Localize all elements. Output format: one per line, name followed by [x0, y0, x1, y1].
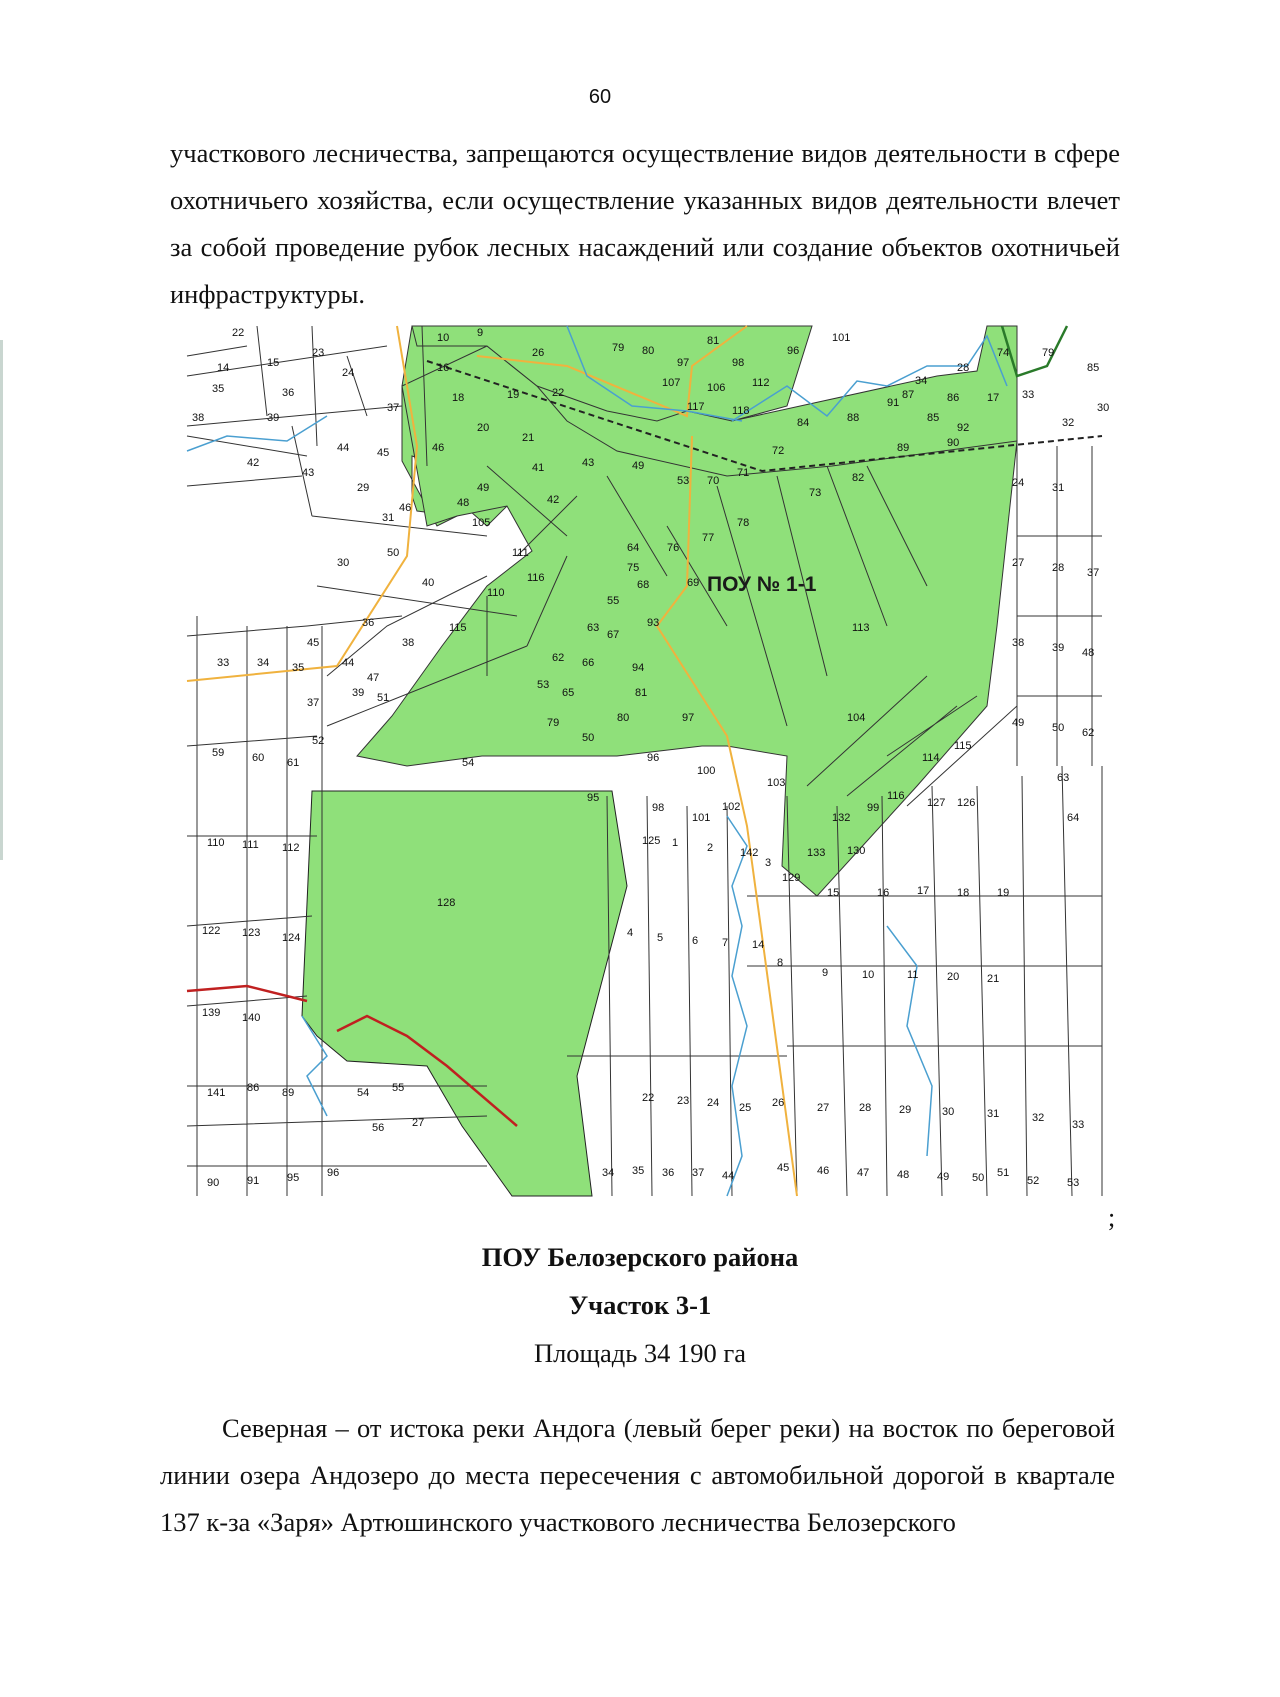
- q-label: 24: [1012, 477, 1025, 489]
- q-label: 25: [739, 1102, 752, 1114]
- q-label: 71: [737, 467, 750, 479]
- q-label: 26: [772, 1097, 785, 1109]
- q-label: 64: [1067, 812, 1080, 824]
- q-label: 132: [832, 812, 851, 824]
- q-label: 53: [677, 475, 690, 487]
- q-label: 15: [827, 887, 840, 899]
- q-label: 20: [477, 422, 490, 434]
- paragraph-top: [170, 130, 1120, 318]
- q-label: 66: [582, 657, 595, 669]
- q-label: 6: [692, 935, 699, 947]
- q-label: 27: [817, 1102, 830, 1114]
- q-label: 90: [947, 437, 960, 449]
- q-label: 107: [662, 377, 681, 389]
- q-label: 49: [1012, 717, 1025, 729]
- q-label: 70: [707, 475, 720, 487]
- q-label: 63: [587, 622, 600, 634]
- q-label: 45: [307, 637, 320, 649]
- map-label: ПОУ № 1-1: [707, 573, 817, 596]
- q-label: 68: [637, 579, 650, 591]
- q-label: 91: [887, 397, 900, 409]
- q-label: 51: [997, 1167, 1010, 1179]
- q-label: 23: [312, 347, 325, 359]
- q-label: 86: [247, 1082, 260, 1094]
- area-line: Площадь 34 190 га: [533, 1338, 747, 1368]
- q-label: 30: [1097, 402, 1110, 414]
- q-label: 60: [252, 752, 265, 764]
- q-label: 79: [1042, 347, 1055, 359]
- q-label: 44: [337, 442, 350, 454]
- q-label: 110: [487, 587, 505, 599]
- q-label: 21: [522, 432, 535, 444]
- q-label: 34: [602, 1167, 615, 1179]
- q-label: 116: [887, 790, 905, 802]
- heading-region: ПОУ Белозерского района: [481, 1242, 799, 1272]
- paragraph-top-text: участкового лесничества, запрещаются осуществление видов деятельности в сфере охотничьего хозяйства, если осуществление указанных видов деятельности влечет за собой проведение рубок лесных насаждений или создание объектов охотничьей инфраструктуры.: [170, 138, 1120, 309]
- q-label: 129: [782, 872, 801, 884]
- q-label: 80: [617, 712, 630, 724]
- q-label: 18: [452, 392, 465, 404]
- q-label: 82: [852, 472, 865, 484]
- q-label: 117: [687, 401, 705, 413]
- q-label: 89: [897, 442, 910, 454]
- q-label: 33: [1022, 389, 1035, 401]
- q-label: 92: [957, 422, 970, 434]
- q-label: 11: [907, 969, 919, 981]
- q-label: 31: [987, 1108, 1000, 1120]
- q-label: 140: [242, 1012, 261, 1024]
- q-label: 38: [1012, 637, 1025, 649]
- q-label: 102: [722, 801, 741, 813]
- q-label: 41: [532, 462, 545, 474]
- q-label: 37: [387, 402, 400, 414]
- q-label: 49: [937, 1171, 950, 1183]
- q-label: 38: [402, 637, 415, 649]
- q-label: 10: [437, 332, 450, 344]
- q-label: 33: [217, 657, 230, 669]
- q-label: 93: [647, 617, 660, 629]
- q-label: 101: [832, 332, 851, 344]
- q-label: 8: [777, 957, 784, 969]
- q-label: 116: [527, 572, 545, 584]
- q-label: 53: [537, 679, 550, 691]
- q-label: 122: [202, 925, 221, 937]
- q-label: 106: [707, 382, 726, 394]
- q-label: 37: [307, 697, 320, 709]
- q-label: 28: [957, 362, 970, 374]
- q-label: 76: [667, 542, 680, 554]
- q-label: 45: [777, 1162, 790, 1174]
- q-label: 37: [692, 1167, 705, 1179]
- q-label: 128: [437, 897, 456, 909]
- q-label: 9: [822, 967, 829, 979]
- q-label: 22: [552, 387, 565, 399]
- q-label: 44: [722, 1170, 735, 1182]
- q-label: 96: [787, 345, 800, 357]
- q-label: 124: [282, 932, 301, 944]
- q-label: 123: [242, 927, 261, 939]
- q-label: 56: [372, 1122, 385, 1134]
- q-label: 74: [997, 347, 1010, 359]
- q-label: 10: [862, 969, 875, 981]
- q-label: 4: [627, 927, 634, 939]
- q-label: 62: [1082, 727, 1095, 739]
- q-label: 62: [552, 652, 565, 664]
- q-label: 78: [737, 517, 750, 529]
- q-label: 48: [1082, 647, 1095, 659]
- q-label: 81: [707, 335, 720, 347]
- q-label: 55: [392, 1082, 405, 1094]
- paragraph-bottom: [160, 1405, 1115, 1546]
- q-label: 39: [267, 412, 280, 424]
- q-label: 100: [697, 765, 716, 777]
- q-label: 59: [212, 747, 225, 759]
- q-label: 32: [1032, 1112, 1045, 1124]
- q-label: 113: [852, 622, 870, 634]
- q-label: 18: [957, 887, 970, 899]
- q-label: 45: [377, 447, 390, 459]
- q-label: 69: [687, 577, 700, 589]
- q-label: 54: [462, 757, 475, 769]
- q-label: 14: [752, 939, 765, 951]
- q-label: 34: [915, 375, 928, 387]
- q-label: 52: [312, 735, 325, 747]
- q-label: 46: [432, 442, 445, 454]
- q-label: 52: [1027, 1175, 1040, 1187]
- q-label: 30: [337, 557, 350, 569]
- q-label: 72: [772, 445, 785, 457]
- q-label: 133: [807, 847, 826, 859]
- q-label: 38: [192, 412, 205, 424]
- q-label: 101: [692, 812, 711, 824]
- q-label: 139: [202, 1007, 221, 1019]
- q-label: 112: [282, 842, 300, 854]
- q-label: 47: [857, 1167, 870, 1179]
- q-label: 51: [377, 692, 390, 704]
- q-label: 50: [387, 547, 400, 559]
- heading-section: Участок 3-1: [568, 1290, 712, 1320]
- q-label: 19: [997, 887, 1010, 899]
- q-label: 126: [957, 797, 976, 809]
- q-label: 103: [767, 777, 786, 789]
- q-label: 39: [1052, 642, 1065, 654]
- q-label: 14: [217, 362, 230, 374]
- q-label: 98: [732, 357, 745, 369]
- q-label: 27: [1012, 557, 1025, 569]
- q-label: 84: [797, 417, 810, 429]
- q-label: 1: [672, 837, 679, 849]
- q-label: 86: [947, 392, 960, 404]
- q-label: 31: [1052, 482, 1065, 494]
- q-label: 99: [867, 802, 880, 814]
- q-label: 50: [582, 732, 595, 744]
- q-label: 89: [282, 1087, 295, 1099]
- q-label: 42: [547, 494, 560, 506]
- q-label: 32: [1062, 417, 1075, 429]
- q-label: 20: [947, 971, 960, 983]
- q-label: 111: [512, 547, 529, 559]
- q-label: 5: [657, 932, 664, 944]
- q-label: 22: [232, 327, 245, 339]
- q-label: 73: [809, 487, 822, 499]
- q-label: 35: [632, 1165, 645, 1177]
- page-number: 60: [588, 86, 612, 108]
- q-label: 141: [207, 1087, 226, 1099]
- q-label: 54: [357, 1087, 370, 1099]
- q-label: 28: [1052, 562, 1065, 574]
- q-label: 112: [752, 377, 770, 389]
- q-label: 21: [987, 973, 1000, 985]
- q-label: 115: [954, 740, 972, 752]
- q-label: 61: [287, 757, 300, 769]
- q-label: 26: [532, 347, 545, 359]
- q-label: 34: [257, 657, 270, 669]
- forest-map: [187, 326, 1110, 1196]
- q-label: 67: [607, 629, 620, 641]
- q-label: 48: [457, 497, 470, 509]
- q-label: 24: [707, 1097, 720, 1109]
- q-label: 88: [847, 412, 860, 424]
- q-label: 49: [477, 482, 490, 494]
- paragraph-bottom-text: Северная – от истока реки Андога (левый берег реки) на восток по береговой линии озера Андозеро до места пересечения с автомобильной дорогой в квартале 137 к-за «Заря» Артюшинского участкового лесничества Белозерского: [160, 1413, 1115, 1537]
- q-label: 125: [642, 835, 661, 847]
- q-label: 105: [472, 517, 491, 529]
- q-label: 96: [327, 1167, 340, 1179]
- q-label: 36: [662, 1167, 675, 1179]
- q-label: 3: [765, 857, 772, 869]
- q-label: 50: [1052, 722, 1065, 734]
- q-label: 44: [342, 657, 355, 669]
- q-label: 77: [702, 532, 715, 544]
- q-label: 115: [449, 622, 467, 634]
- q-label: 39: [352, 687, 365, 699]
- q-label: 29: [899, 1104, 912, 1116]
- q-label: 42: [247, 457, 260, 469]
- q-label: 98: [652, 802, 665, 814]
- q-label: 9: [477, 327, 484, 339]
- q-label: 22: [642, 1092, 655, 1104]
- q-label: 130: [847, 845, 866, 857]
- left-edge-mark: [0, 340, 3, 860]
- q-label: 17: [987, 392, 1000, 404]
- q-label: 127: [927, 797, 946, 809]
- q-label: 7: [722, 937, 729, 949]
- q-label: 46: [817, 1165, 830, 1177]
- q-label: 16: [877, 887, 890, 899]
- q-label: 36: [362, 617, 375, 629]
- q-label: 31: [382, 512, 395, 524]
- q-label: 79: [547, 717, 560, 729]
- q-label: 96: [647, 752, 660, 764]
- q-label: 49: [632, 460, 645, 472]
- q-label: 35: [292, 662, 305, 674]
- q-label: 35: [212, 383, 225, 395]
- q-label: 110: [207, 837, 225, 849]
- q-label: 85: [1087, 362, 1100, 374]
- q-label: 55: [607, 595, 620, 607]
- q-label: 17: [917, 885, 930, 897]
- q-label: 28: [859, 1102, 872, 1114]
- q-label: 33: [1072, 1119, 1085, 1131]
- q-label: 48: [897, 1169, 910, 1181]
- semicolon: ;: [1108, 1203, 1116, 1232]
- q-label: 94: [632, 662, 645, 674]
- q-label: 19: [507, 389, 520, 401]
- q-label: 91: [247, 1175, 260, 1187]
- q-label: 63: [1057, 772, 1070, 784]
- q-label: 75: [627, 562, 640, 574]
- q-label: 65: [562, 687, 575, 699]
- q-label: 95: [287, 1172, 300, 1184]
- q-label: 85: [927, 412, 940, 424]
- q-label: 95: [587, 792, 600, 804]
- q-label: 111: [242, 839, 259, 851]
- q-label: 23: [677, 1095, 690, 1107]
- q-label: 15: [267, 357, 280, 369]
- q-label: 30: [942, 1106, 955, 1118]
- q-label: 64: [627, 542, 640, 554]
- q-label: 16: [437, 362, 450, 374]
- q-label: 2: [707, 842, 714, 854]
- q-label: 36: [282, 387, 295, 399]
- q-label: 114: [922, 752, 940, 764]
- q-label: 80: [642, 345, 655, 357]
- q-label: 43: [302, 467, 315, 479]
- q-label: 40: [422, 577, 435, 589]
- q-label: 142: [740, 847, 759, 859]
- q-label: 43: [582, 457, 595, 469]
- q-label: 79: [612, 342, 625, 354]
- q-label: 104: [847, 712, 866, 724]
- q-label: 50: [972, 1172, 985, 1184]
- q-label: 37: [1087, 567, 1100, 579]
- q-label: 53: [1067, 1177, 1080, 1189]
- q-label: 97: [677, 357, 690, 369]
- q-label: 87: [902, 389, 915, 401]
- q-label: 118: [732, 405, 750, 417]
- q-label: 46: [399, 502, 412, 514]
- q-label: 81: [635, 687, 648, 699]
- q-label: 27: [412, 1117, 425, 1129]
- q-label: 47: [367, 672, 380, 684]
- q-label: 24: [342, 367, 355, 379]
- q-label: 29: [357, 482, 370, 494]
- q-label: 90: [207, 1177, 220, 1189]
- q-label: 97: [682, 712, 695, 724]
